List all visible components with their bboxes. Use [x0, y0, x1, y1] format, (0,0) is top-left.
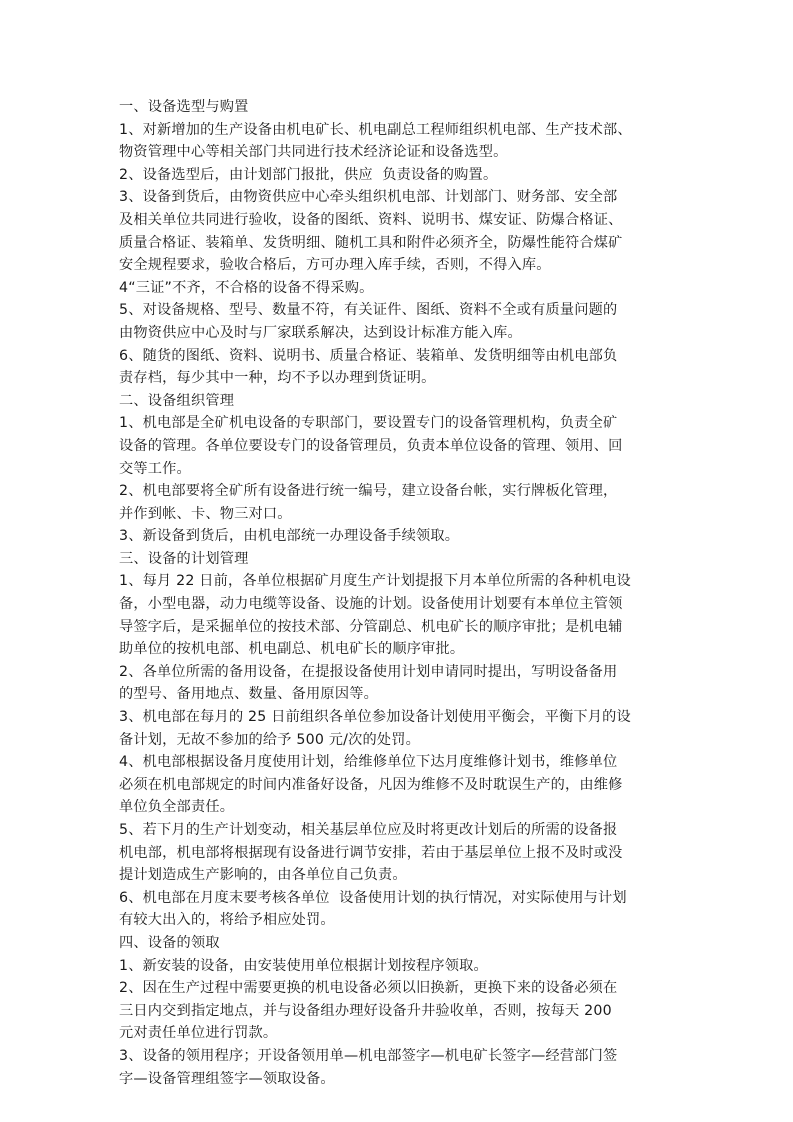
text-line: 单位负全部责任。 [119, 799, 235, 816]
text-line: 提计划造成生产影响的，由各单位自己负责。 [119, 867, 407, 884]
text-line: 2、各单位所需的备用设备，在提报设备使用计划申请同时提出，写明设备备用 [119, 663, 618, 680]
text-line: 物资管理中心等相关部门共同进行技术经济论证和设备选型。 [119, 144, 508, 161]
text-line: 安全规程要求，验收合格后，方可办理入库手续，否则，不得入库。 [119, 257, 551, 274]
text-line: 2、设备选型后，由计划部门报批，供应 负责设备的购置。 [119, 166, 498, 183]
text-line: 责存档，每少其中一种，均不予以办理到货证明。 [119, 370, 436, 387]
text-line: 3、机电部在每月的 25 日前组织各单位参加设备计划使用平衡会，平衡下月的设 [119, 709, 631, 726]
text-line: 三、设备的计划管理 [119, 550, 249, 567]
text-line: 质量合格证、装箱单、发货明细、随机工具和附件必须齐全，防爆性能符合煤矿 [119, 234, 623, 251]
text-line: 备计划，无故不参加的给予 500 元/次的处罚。 [119, 731, 421, 748]
text-line: 6、随货的图纸、资料、说明书、质量合格证、装箱单、发货明细等由机电部负 [119, 347, 618, 364]
text-line: 元对责任单位进行罚款。 [119, 1025, 278, 1042]
text-line: 及相关单位共同进行验收，设备的图纸、资料、说明书、煤安证、防爆合格证、 [119, 211, 623, 228]
text-line: 由物资供应中心及时与厂家联系解决，达到设计标准方能入库。 [119, 324, 522, 341]
text-line: 3、设备的领用程序；开设备领用单—机电部签字—机电矿长签字—经营部门签 [119, 1047, 618, 1064]
text-line: 2、因在生产过程中需要更换的机电设备必须以旧换新，更换下来的设备必须在 [119, 980, 618, 997]
text-line: 导签字后，是采掘单位的按技术部、分管副总、机电矿长的顺序审批；是机电辅 [119, 618, 623, 635]
document-body [119, 96, 679, 1090]
text-line: 4“三证”不齐，不合格的设备不得采购。 [119, 279, 374, 296]
text-line: 字—设备管理组签字—领取设备。 [119, 1070, 335, 1087]
text-line: 机电部，机电部将根据现有设备进行调节安排，若由于基层单位上报不及时或没 [119, 844, 623, 861]
text-line: 的型号、备用地点、数量、备用原因等。 [119, 686, 378, 703]
text-line: 设备的管理。各单位要设专门的设备管理员，负责本单位设备的管理、领用、回 [119, 437, 623, 454]
text-line: 1、机电部是全矿机电设备的专职部门，要设置专门的设备管理机构，负责全矿 [119, 415, 618, 432]
text-line: 并作到帐、卡、物三对口。 [119, 505, 292, 522]
text-line: 二、设备组织管理 [119, 392, 235, 409]
text-line: 3、设备到货后，由物资供应中心牵头组织机电部、计划部门、财务部、安全部 [119, 189, 618, 206]
text-line: 2、机电部要将全矿所有设备进行统一编号，建立设备台帐，实行牌板化管理， [119, 483, 618, 500]
text-line: 助单位的按机电部、机电副总、机电矿长的顺序审批。 [119, 641, 465, 658]
text-line: 1、每月 22 日前，各单位根据矿月度生产计划提报下月本单位所需的各种机电设 [119, 573, 631, 590]
text-line: 三日内交到指定地点，并与设备组办理好设备升井验收单，否则，按每天 200 [119, 1002, 612, 1019]
text-line: 5、对设备规格、型号、数量不符，有关证件、图纸、资料不全或有质量问题的 [119, 302, 618, 319]
text-line: 3、新设备到货后，由机电部统一办理设备手续领取。 [119, 528, 460, 545]
text-line: 有较大出入的，将给予相应处罚。 [119, 912, 335, 929]
text-line: 四、设备的领取 [119, 934, 220, 951]
text-line: 必须在机电部规定的时间内准备好设备，凡因为维修不及时耽误生产的，由维修 [119, 776, 623, 793]
text-line: 6、机电部在月度末要考核各单位 设备使用计划的执行情况，对实际使用与计划 [119, 889, 627, 906]
text-line: 1、对新增加的生产设备由机电矿长、机电副总工程师组织机电部、生产技术部、 [119, 121, 632, 138]
text-line: 4、机电部根据设备月度使用计划，给维修单位下达月度维修计划书，维修单位 [119, 754, 618, 771]
text-line: 1、新安装的设备，由安装使用单位根据计划按程序领取。 [119, 957, 488, 974]
text-line: 备，小型电器，动力电缆等设备、设施的计划。设备使用计划要有本单位主管领 [119, 596, 623, 613]
text-line: 一、设备选型与购置 [119, 99, 249, 115]
text-line: 5、若下月的生产计划变动，相关基层单位应及时将更改计划后的所需的设备报 [119, 822, 618, 838]
text-line: 交等工作。 [119, 460, 191, 477]
